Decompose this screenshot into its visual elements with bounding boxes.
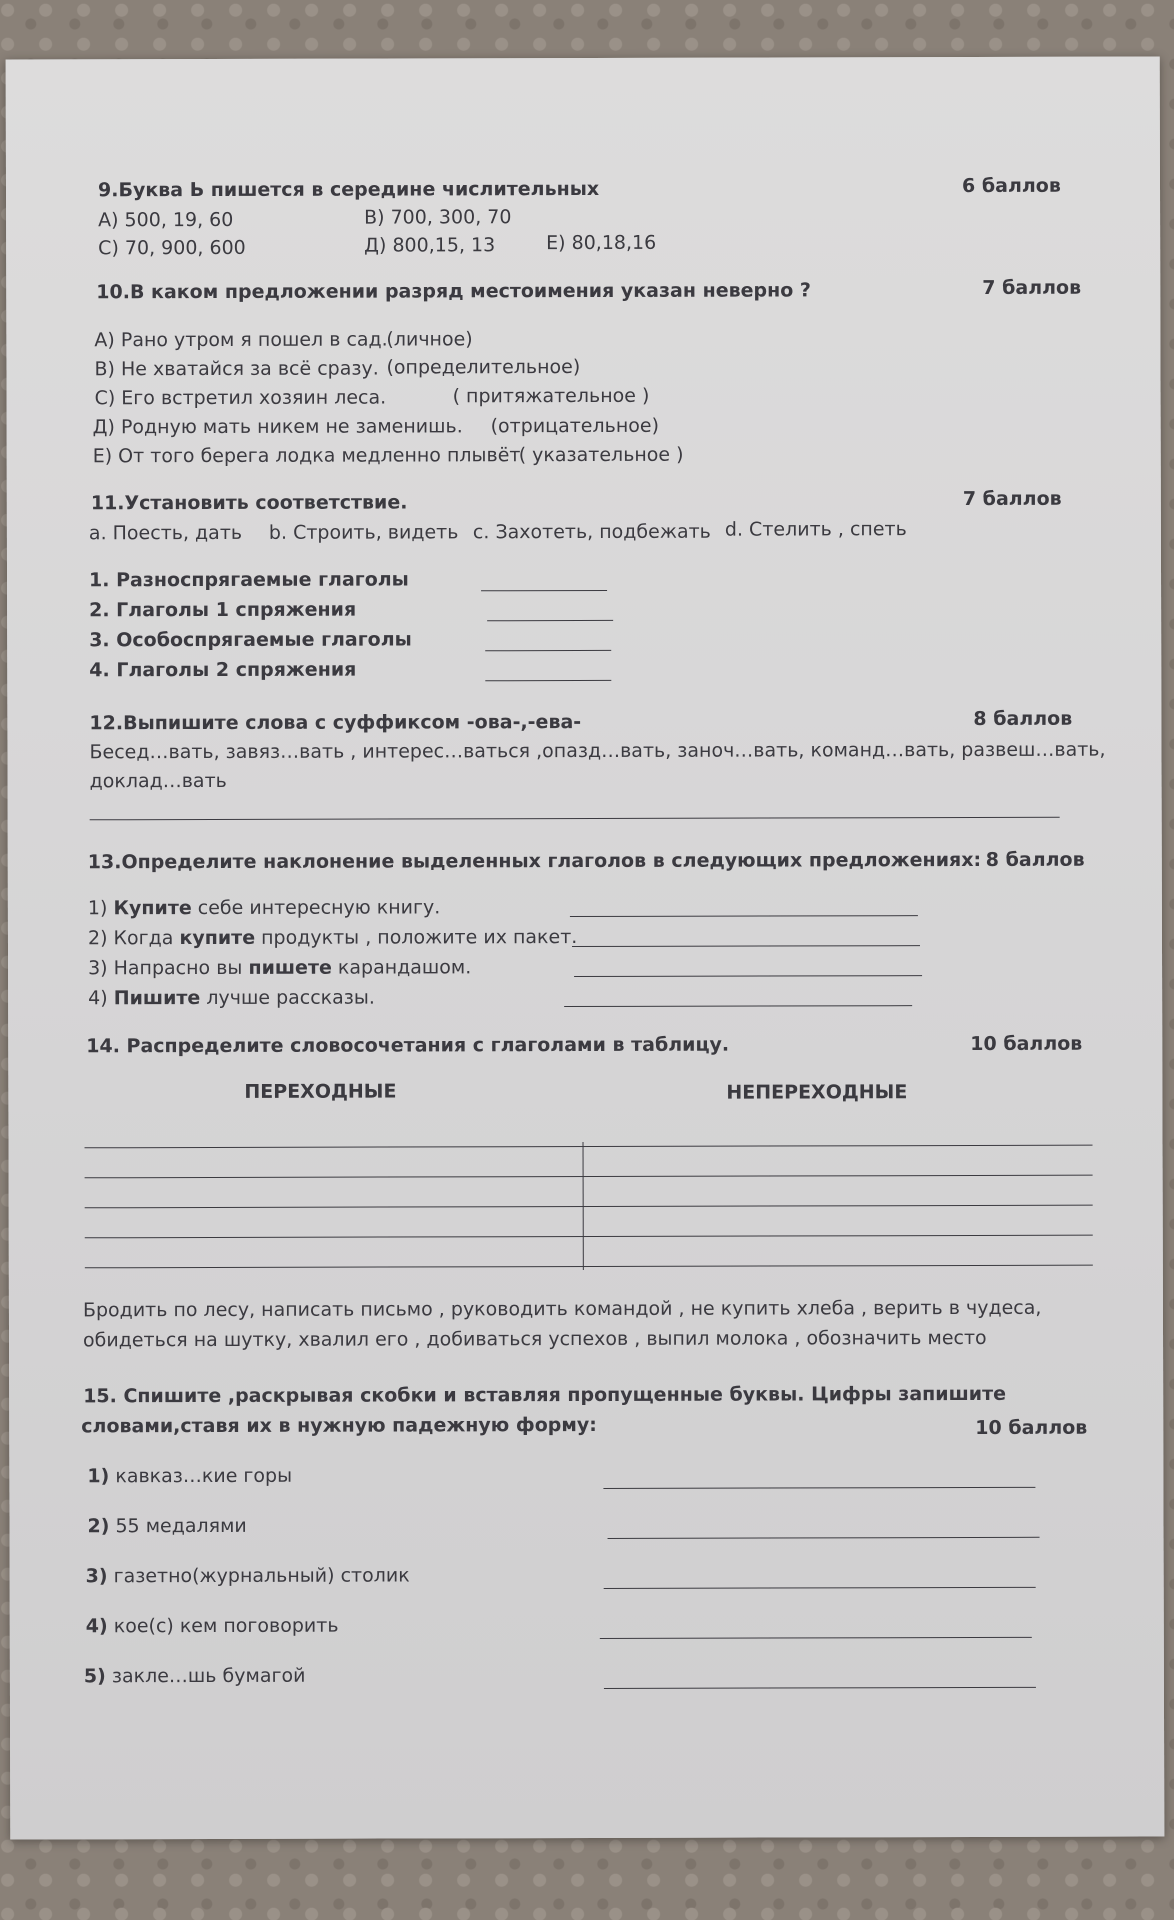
q14-table [6,56,1160,59]
q11-answer-blank-3[interactable] [485,650,611,651]
q9-option-a: А) 500, 19, 60 [98,208,234,232]
q12-answer-line[interactable] [90,817,1060,821]
q9-option-c: С) 70, 900, 600 [98,236,246,260]
q10-option-a-tag: (личное) [386,328,473,351]
q11-item-1: 1. Разноспрягаемые глаголы [89,568,409,592]
q15-item-4: 4) кое(с) кем поговорить [85,1614,339,1638]
q11-title: 11.Установить соответствие. [90,491,408,515]
q14-phrases-line-2: обидеться на шутку, хвалил его , добиваться успехов , выпил молока , обозначить место [82,1326,987,1352]
q14-title: 14. Распределите словосочетания с глаголами в таблицу. [86,1033,730,1058]
q9-option-b: В) 700, 300, 70 [364,206,512,229]
q13-answer-blank-2[interactable] [572,945,920,947]
q14-phrases-line-1: Бродить по лесу, написать письмо , руководить командой , не купить хлеба , верить в чудеса, [82,1296,1042,1322]
q11-answer-blank-2[interactable] [487,620,613,621]
q15-answer-blank-4[interactable] [600,1637,1032,1639]
q11-answer-blank-4[interactable] [485,680,611,681]
q13-points: 8 баллов [985,848,1085,871]
q10-option-d: Д) Родную мать никем не заменишь. [92,415,463,439]
q15-answer-blank-5[interactable] [604,1687,1036,1689]
q14-column-header-intransitive: НЕПЕРЕХОДНЫЕ [726,1081,908,1104]
q10-option-c-tag: ( притяжательное ) [452,384,650,408]
q14-table-row-line-1 [85,1145,1093,1149]
q15-answer-blank-3[interactable] [604,1587,1036,1589]
q11-option-c: c. Захотеть, подбежать [472,520,711,544]
q9-points: 6 баллов [961,174,1061,198]
q15-answer-blank-2[interactable] [608,1537,1040,1539]
q12-words-line-1: Бесед…вать, завяз…вать , интерес…ваться ,опазд…вать, заноч…вать, команд…вать, развеш…вать, [89,738,1106,764]
q13-item-2: 2) Когда купите продукты , положите их пакет. [87,926,578,950]
q12-title: 12.Выпишите слова с суффиксом -ова-,-ева- [89,711,582,735]
q14-table-column-divider [583,1142,584,1270]
q14-table-row-line-2 [85,1175,1093,1179]
q14-table-row-line-4 [85,1235,1093,1239]
q9-option-d: Д) 800,15, 13 [364,234,496,257]
q10-option-e: Е) От того берега лодка медленно плывёт [92,444,521,468]
q15-item-5: 5) закле…шь бумагой [83,1664,306,1688]
q15-answer-blank-1[interactable] [603,1487,1035,1489]
q11-item-4: 4. Глаголы 2 спряжения [89,658,357,682]
q13-answer-blank-3[interactable] [574,975,922,977]
q13-answer-blank-1[interactable] [570,915,918,917]
q13-item-1-verb: Купите [113,897,192,920]
q12-points: 8 баллов [973,707,1073,730]
q11-option-a: a. Поесть, дать [88,521,243,545]
q15-item-2: 2) 55 медалями [87,1514,247,1538]
q11-item-2: 2. Глаголы 1 спряжения [89,598,357,622]
q10-option-b-tag: (определительное) [386,356,581,379]
q11-points: 7 баллов [962,487,1062,511]
q11-option-b: b. Строить, видеть [268,521,459,544]
q10-points: 7 баллов [982,276,1082,299]
q13-item-4-verb: Пишите [113,987,201,1010]
q11-answer-blank-1[interactable] [481,590,607,591]
q9-option-e: Е) 80,18,16 [546,231,657,255]
q13-item-1: 1) Купите себе интересную книгу. [87,896,441,920]
q14-points: 10 баллов [970,1032,1083,1055]
q13-item-2-verb: купите [179,926,256,950]
q13-item-4: 4) Пишите лучше рассказы. [88,986,375,1010]
q14-table-row-line-5 [85,1265,1093,1269]
q9-title: 9.Буква Ь пишется в середине числительных [97,177,600,202]
q15-item-1: 1) кавказ…кие горы [87,1464,293,1488]
q10-option-a: А) Рано утром я пошел в сад. [94,328,388,352]
q13-answer-blank-4[interactable] [564,1005,912,1007]
q13-title: 13.Определите наклонение выделенных глаголов в следующих предложениях: [87,848,982,874]
worksheet-page [6,56,1165,1839]
q10-option-d-tag: (отрицательное) [490,414,660,438]
q15-points: 10 баллов [975,1416,1088,1439]
q12-words-line-2: доклад…вать [89,769,227,793]
q11-item-3: 3. Особоспрягаемые глаголы [89,628,412,652]
q14-table-row-line-3 [85,1205,1093,1209]
q10-title: 10.В каком предложении разряд местоимения указан неверно ? [96,279,811,304]
q13-item-3: 3) Напрасно вы пишете карандашом. [88,956,472,980]
q13-item-3-verb: пишете [248,956,332,979]
q10-option-c: С) Его встретил хозяин леса. [94,386,387,410]
q15-title-line-1: 15. Спишите ,раскрывая скобки и вставляя пропущенные буквы. Цифры запишите [83,1382,1006,1408]
q14-column-header-transitive: ПЕРЕХОДНЫЕ [244,1080,397,1103]
q10-option-b: В) Не хватайся за всё сразу. [94,357,379,381]
q11-option-d: d. Стелить , спеть [724,518,907,541]
q15-item-3: 3) газетно(журнальный) столик [85,1564,410,1588]
q10-option-e-tag: ( указательное ) [518,443,684,467]
q15-title-line-2: словами,ставя их в нужную падежную форму: [81,1413,597,1438]
